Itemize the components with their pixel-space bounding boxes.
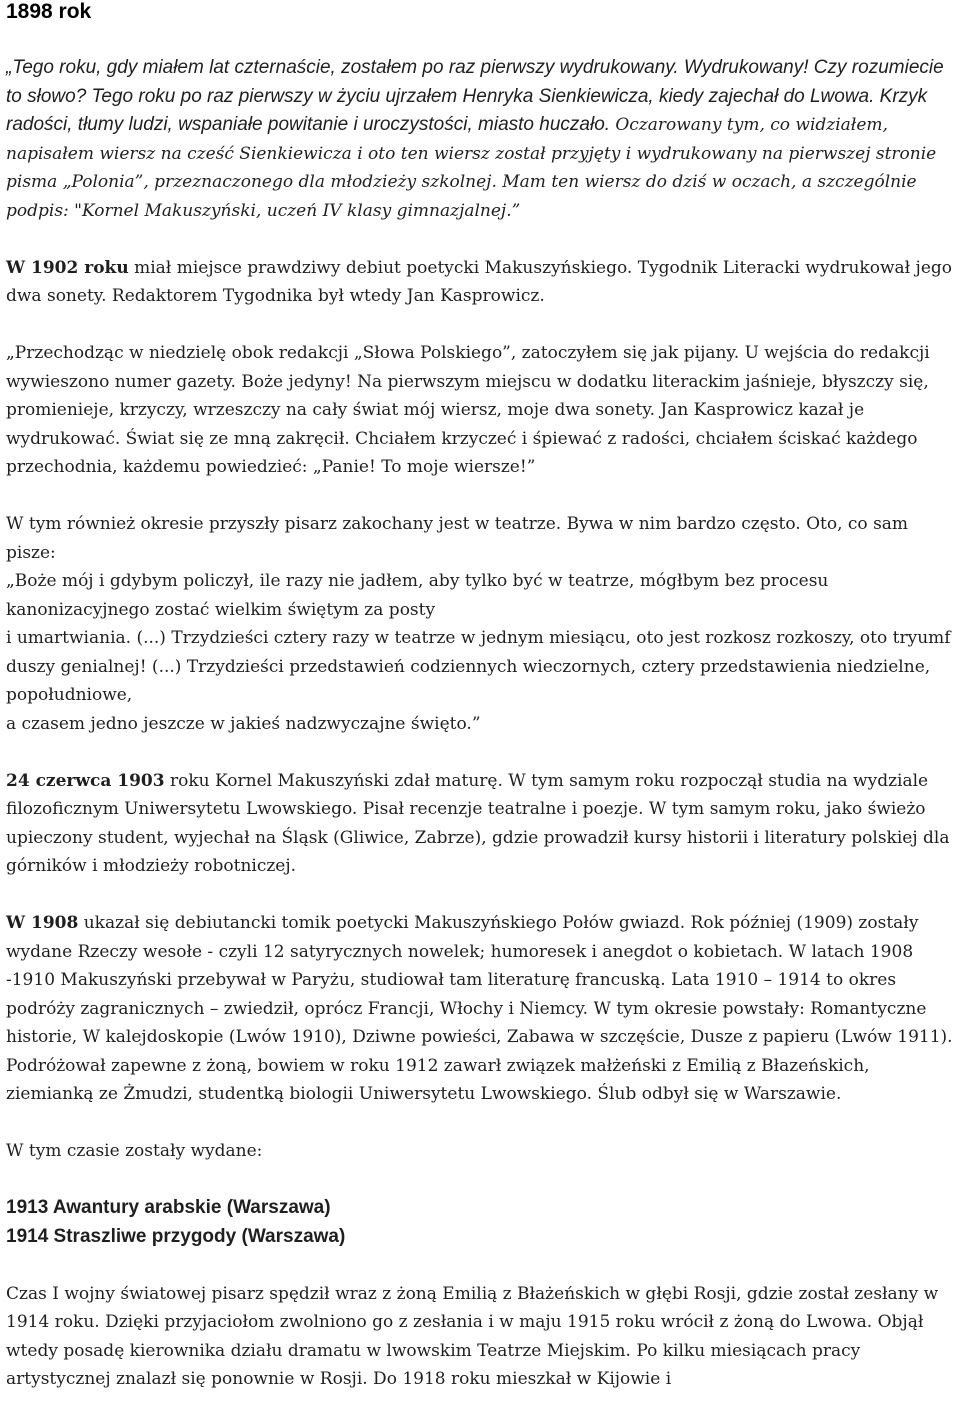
quote-theatre-line2: i umartwiania. (...) Trzydzieści cztery razy w teatrze w jednym miesiącu, oto jest rozkosz rozkoszy, oto tryumf duszy genialnej! (...) Trzydzieści przedstawień codziennych wieczornych, cztery przedstawienia niedzielne, popołudniowe,: [6, 628, 951, 705]
quote-theatre-line1: „Boże mój i gdybym policzył, ile razy nie jadłem, aby tylko być w teatrze, mógłbym bez procesu kanonizacyjnego zostać wielkim świętym za posty: [6, 571, 829, 620]
paragraph-1908-text: ukazał się debiutancki tomik poetycki Makuszyńskiego Połów gwiazd. Rok później (1909) zostały wydane Rzeczy wesołe - czyli 12 satyrycznych nowelek; humoresek i anegdot o kobietach. W latach 1908 -1910 Makuszyński przebywał w Paryżu, studiował tam literaturę francuską. Lata 1910 – 1914 to okres podróży zagranicznych – zwiedził, oprócz Francji, Włochy i Niemcy. W tym okresie powstały: Romantyczne historie, W kalejdoskopie (Lwów 1910), Dziwne powieści, Zabawa w szczęście, Dusze z papieru (Lwów 1911). Podróżował zapewne z żoną, bowiem w roku 1912 zawarł związek małżeński z Emilią z Błazeńskich, ziemianką ze Żmudzi, studentką biologii Uniwersytetu Lwowskiego. Ślub odbył się w Warszawie.: [6, 913, 953, 1104]
quote-first-printing: [6, 54, 958, 225]
date-1903: 24 czerwca 1903: [6, 770, 165, 791]
paragraph-war: Czas I wojny światowej pisarz spędził wraz z żoną Emilią z Błażeńskich w głębi Rosji, gdzie został zesłany w 1914 roku. Dzięki przyjaciołom zwolniono go z zesłania i w maju 1915 roku wrócił z żoną do Lwowa. Objął wtedy posadę kierownika działu dramatu w lwowskim Teatrze Miejskim. Po kilku miesiącach pracy artystycznej znalazł się ponownie w Rosji. Do 1918 roku mieszkał w Kijowie i: [6, 1283, 939, 1389]
published-item: 1913 Awantury arabskie (Warszawa): [6, 1197, 331, 1218]
paragraph-theatre-intro: W tym również okresie przyszły pisarz zakochany jest w teatrze. Bywa w nim bardzo często. Oto, co sam pisze:: [6, 514, 909, 563]
paragraph-1908: [6, 909, 958, 1109]
quote-first-printing-part2: Oczarowany tym, co widziałem, napisałem wiersz na cześć Sienkiewicza i oto ten wiersz został przyjęty i wydrukowany na pierwszej stronie pisma „Polonia”, przeznaczonego dla młodzieży szkolnej. Mam ten wiersz do dziś w oczach, a szczególnie podpis: "Kornel Makuszyński, uczeń IV klasy gimnazjalnej.”: [6, 115, 937, 221]
paragraph-1903: [6, 767, 958, 881]
paragraph-1902: [6, 254, 958, 311]
quote-theatre-line3: a czasem jedno jeszcze w jakieś nadzwyczajne święto.”: [6, 713, 481, 734]
section-heading: 1898 rok: [6, 0, 92, 23]
published-item: 1914 Straszliwe przygody (Warszawa): [6, 1225, 346, 1247]
date-1902: W 1902 roku: [6, 257, 129, 278]
quote-sonnets: „Przechodząc w niedzielę obok redakcji „Słowa Polskiego”, zatoczyłem się jak pijany. U wejścia do redakcji wywieszono numer gazety. Boże jedyny! Na pierwszym miejscu w dodatku literackim jaśnieje, błyszczy się, promienieje, krzyczy, wrzeszczy na cały świat mój wiersz, moje dwa sonety. Jan Kasprowicz kazał je wydrukować. Świat się ze mną zakręcił. Chciałem krzyczeć i śpiewać z radości, chciałem ściskać każdego przechodnia, każdemu powiedzieć: „Panie! To moje wiersze!”: [6, 343, 930, 477]
published-intro: W tym czasie zostały wydane:: [6, 1141, 263, 1161]
document-page: [6, 0, 958, 1394]
date-1908: W 1908: [6, 913, 79, 933]
paragraph-1903-text: roku Kornel Makuszyński zdał maturę. W tym samym roku rozpoczął studia na wydziale filozoficznym Uniwersytetu Lwowskiego. Pisał recenzje teatralne i poezje. W tym samym roku, jako świeżo upieczony student, wyjechał na Śląsk (Gliwice, Zabrze), gdzie prowadził kursy historii i literatury polskiej dla górników i młodzieży robotniczej.: [6, 770, 950, 876]
quote-first-printing-part1: „Tego roku, gdy miałem lat czternaście, zostałem po raz pierwszy wydrukowany. Wydrukowany! Czy rozumiecie to słowo? Tego roku po raz pierwszy w życiu ujrzałem Henryka Sienkiewicza, kiedy zajechał do Lwowa. Krzyk radości, tłumy ludzi, wspaniałe powitanie i uroczystości, miasto huczało.: [6, 57, 944, 135]
paragraph-1902-text: miał miejsce prawdziwy debiut poetycki Makuszyńskiego. Tygodnik Literacki wydrukował jego dwa sonety. Redaktorem Tygodnika był wtedy Jan Kasprowicz.: [6, 257, 953, 306]
